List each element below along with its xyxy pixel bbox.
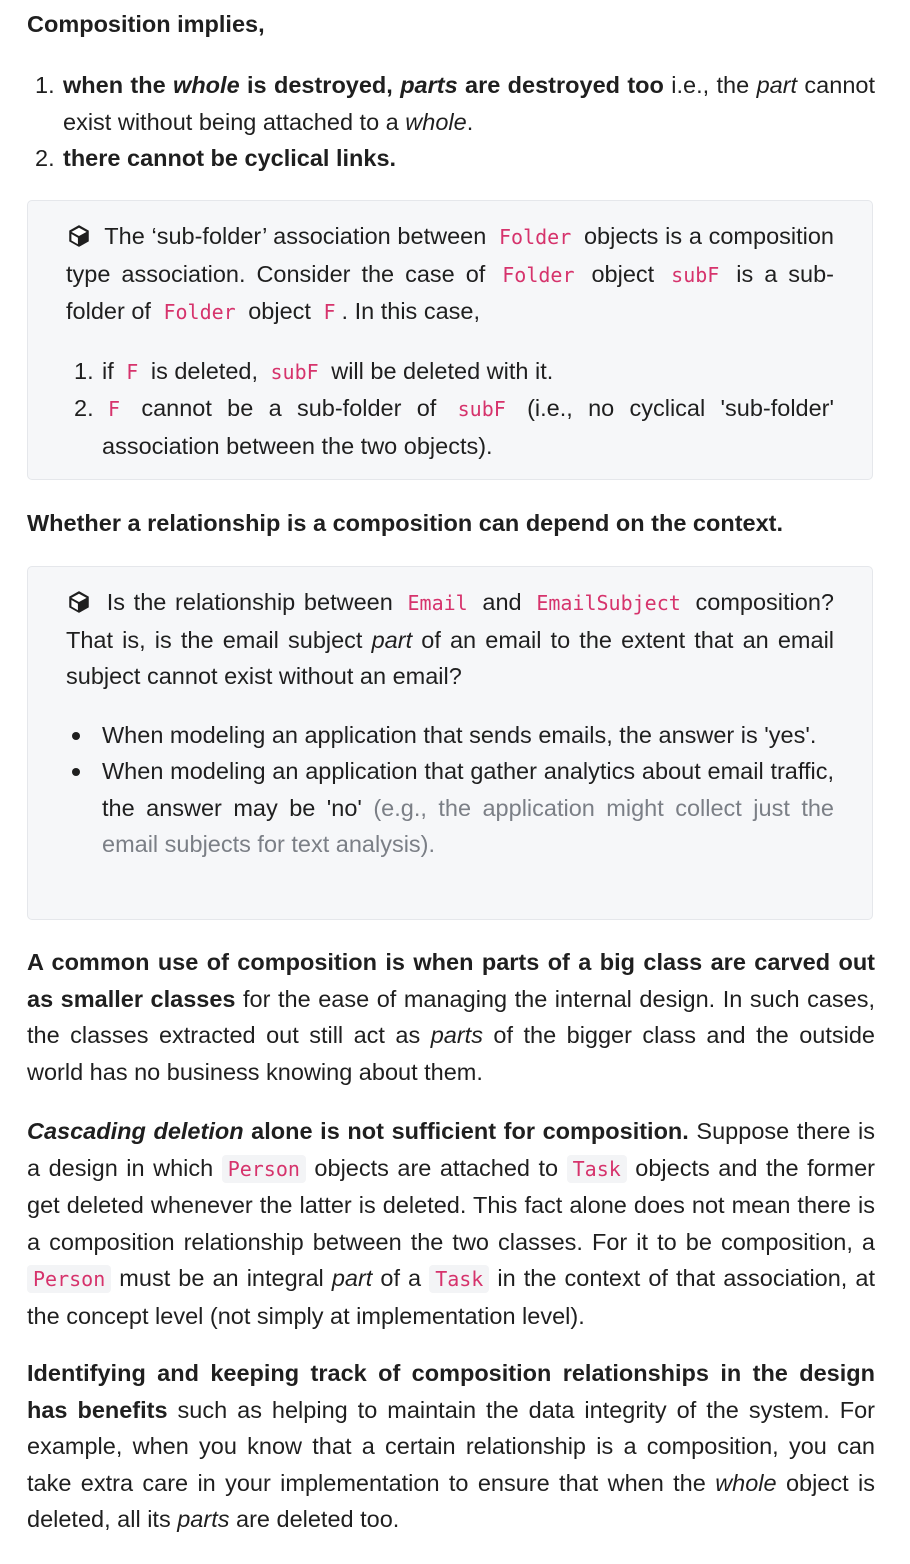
composition-implies-heading: Composition implies, xyxy=(27,11,265,37)
common-use-paragraph: A common use of composition is when parts of a big class are carved out as smaller classes for the ease of managing the internal design. In such cases, the classes extracted out still act as parts of the bigger class and the outside world has no business knowing about them. xyxy=(27,949,875,1085)
implies-list xyxy=(27,67,875,177)
list-item: 1. if F is deleted, subF will be deleted with it. xyxy=(74,357,554,384)
cube-icon xyxy=(66,589,92,615)
subfolder-example-text: The ‘sub-folder’ association between Folder objects is a composition type association. Consider the case of Folder object subF is a sub-folder of Folder object F . In this case, xyxy=(66,223,834,324)
subfolder-example-box xyxy=(27,200,873,480)
email-cases-list xyxy=(66,717,834,863)
benefits-paragraph: Identifying and keeping track of composition relationships in the design has benefits such as helping to maintain the data integrity of the system. For example, when you know that a certain relationship is a composition, you can take extra care in your implementation to ensure that when the whole object is deleted, all its parts are deleted too. xyxy=(27,1360,875,1532)
list-item: 2. F cannot be a sub-folder of subF (i.e., no cyclical 'sub-folder' association between the two objects). xyxy=(74,395,834,459)
list-item: When modeling an application that sends emails, the answer is 'yes'. xyxy=(66,717,834,754)
list-item: When modeling an application that gather analytics about email traffic, the answer may be 'no' (e.g., the application might collect just the email subjects for text analysis). xyxy=(66,753,834,863)
cube-icon xyxy=(66,223,92,249)
list-item: 2. there cannot be cyclical links. xyxy=(35,145,397,171)
subfolder-rules-list xyxy=(66,353,834,465)
email-example-box xyxy=(27,566,873,920)
cascading-deletion-paragraph: Cascading deletion alone is not sufficient for composition. Suppose there is a design in which Person objects are attached to Task objects and the former get deleted whenever the latter is deleted. This fact alone does not mean there is a composition relationship between the two classes. For it to be composition, a Person must be an integral part of a Task in the context of that association, at the concept level (not simply at implementation level). xyxy=(27,1118,875,1329)
list-item: 1. when the whole is destroyed, parts are destroyed too i.e., the part cannot exist without being attached to a whole. xyxy=(35,72,875,135)
context-heading: Whether a relationship is a composition can depend on the context. xyxy=(27,510,784,536)
email-example-text: Is the relationship between Email and EmailSubject composition? That is, is the email subject part of an email to the extent that an email subject cannot exist without an email? xyxy=(66,589,835,689)
